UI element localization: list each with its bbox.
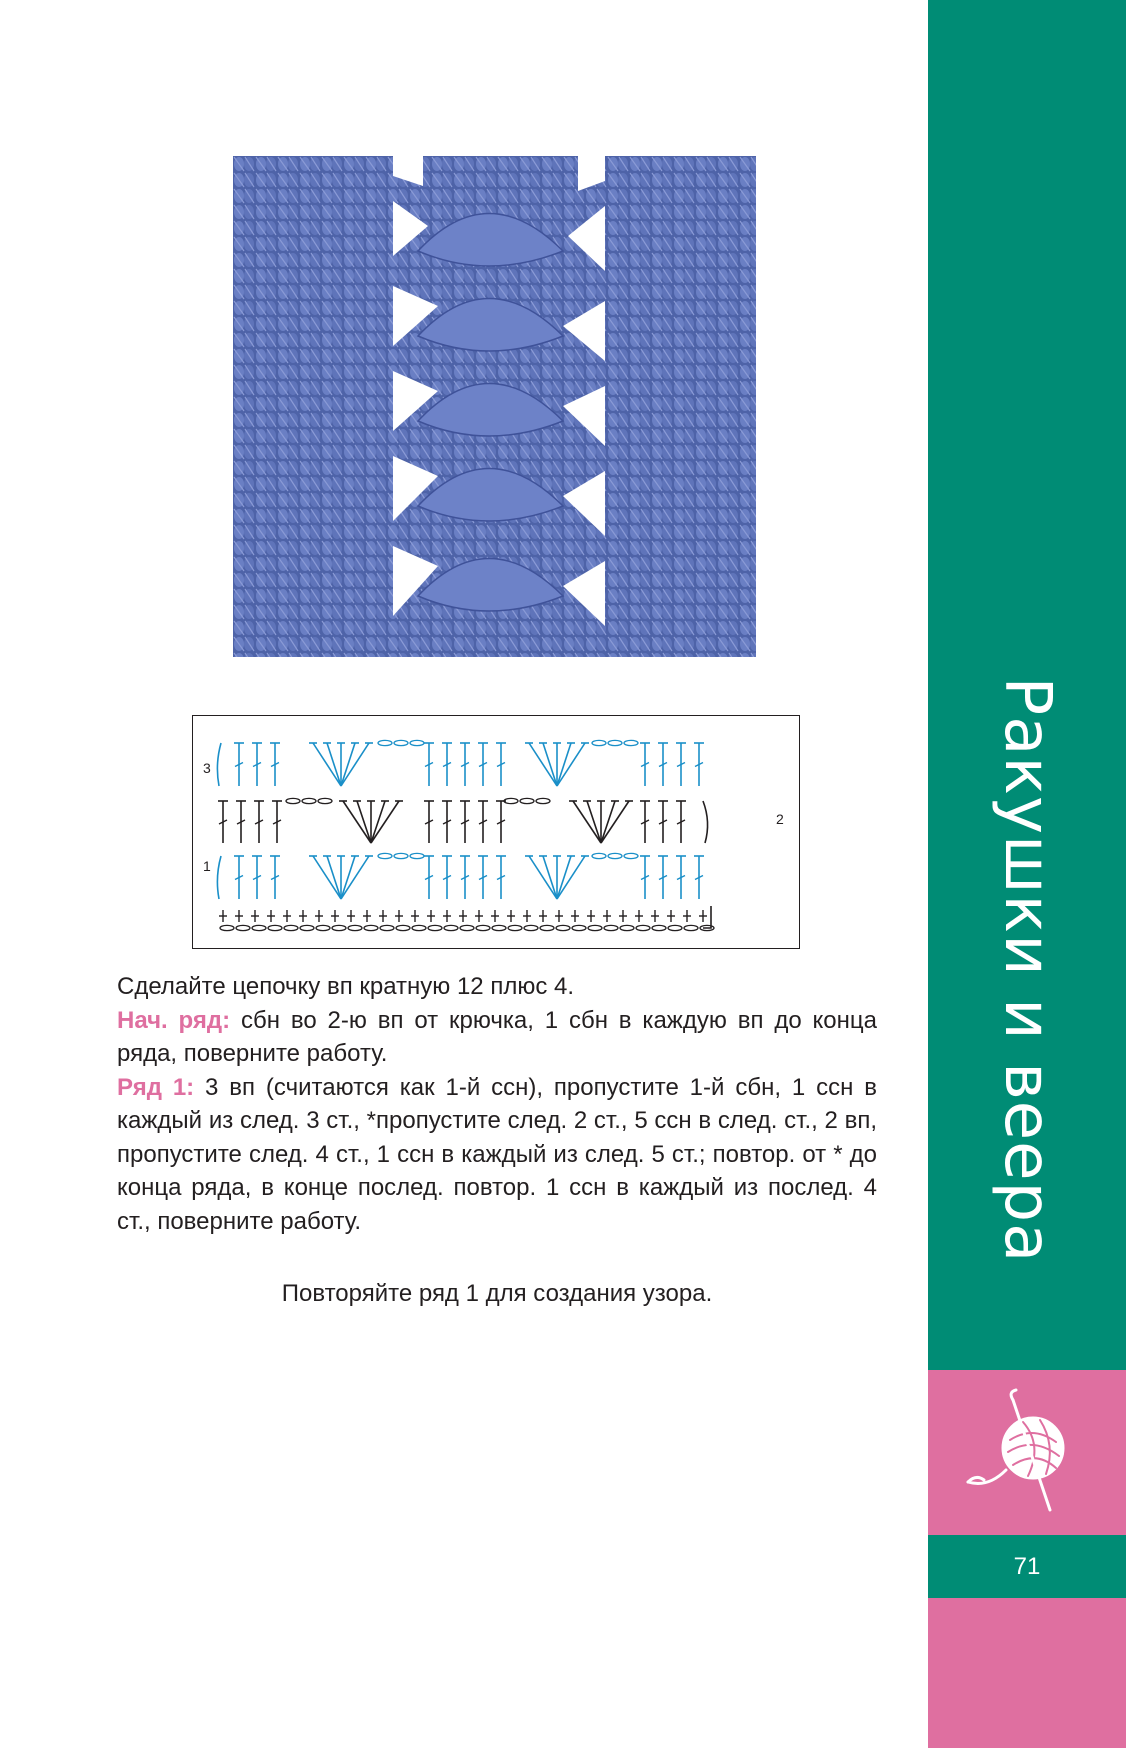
instructions (117, 970, 877, 1238)
fan-stitch (543, 856, 557, 899)
fan-stitch (341, 743, 369, 786)
fan-stitch (573, 801, 601, 843)
fan-stitch (313, 743, 341, 786)
chain-stitch (556, 925, 570, 930)
chain-stitch (410, 740, 424, 745)
section-title: Ракушки и веера (990, 676, 1064, 1264)
row1-label: Ряд 1: (117, 1073, 195, 1101)
chain-stitch (380, 925, 394, 930)
row1-text: 3 вп (считаются как 1-й ссн), пропустите 1-й сбн, 1 ссн в каждый из след. 3 ст., *пропустите след. 2 ст., 5 ссн в след. ст., 2 вп, пропустите след. 4 ст., 1 ссн в каждый из след. 5 ст.; повтор. от * до конца ряда, в конце послед. повтор. 1 ссн в каждый из послед. 4 ст., поверните работу. (117, 1073, 878, 1235)
chain-stitch (428, 925, 442, 930)
chain-stitch (268, 925, 282, 930)
row-label-1: 1 (203, 858, 211, 874)
row1-paragraph (117, 1071, 877, 1239)
fan-stitch (341, 856, 369, 899)
chain-stitch (608, 853, 622, 858)
chain-stitch (412, 925, 426, 930)
chain-stitch (332, 925, 346, 930)
turning-chain (217, 743, 221, 786)
fan-stitch (587, 801, 601, 843)
fan-stitch (341, 743, 355, 786)
chain-stitch (620, 925, 634, 930)
fan-stitch (601, 801, 615, 843)
sidebar (928, 0, 1126, 1748)
start-row-label: Нач. ряд: (117, 1006, 231, 1034)
sidebar-pink-footer (928, 1598, 1126, 1748)
stitch-diagram (192, 715, 800, 949)
fan-stitch (557, 856, 571, 899)
chain-stitch (410, 853, 424, 858)
yarn-ball-hook-icon (928, 1370, 1126, 1535)
fan-stitch (343, 801, 371, 843)
chain-stitch (378, 853, 392, 858)
chain-stitch (504, 798, 518, 803)
chain-stitch (608, 740, 622, 745)
chain-stitch (536, 798, 550, 803)
chain-stitch (396, 925, 410, 930)
chain-stitch (378, 740, 392, 745)
chain-stitch (588, 925, 602, 930)
chain-stitch (652, 925, 666, 930)
fan-stitch (357, 801, 371, 843)
fan-stitch (557, 856, 585, 899)
turning-chain (217, 856, 221, 899)
swatch-photo (233, 156, 756, 681)
chain-stitch (592, 853, 606, 858)
chain-stitch (318, 798, 332, 803)
chain-stitch (348, 925, 362, 930)
row-label-3: 3 (203, 760, 211, 776)
chain-stitch (220, 925, 234, 930)
chain-stitch (300, 925, 314, 930)
row-label-2: 2 (776, 811, 784, 827)
fan-stitch (529, 856, 557, 899)
chain-stitch (592, 740, 606, 745)
fan-stitch (557, 743, 585, 786)
chain-stitch (394, 853, 408, 858)
chain-stitch (364, 925, 378, 930)
turning-chain (703, 906, 711, 928)
chain-stitch (624, 740, 638, 745)
chain-stitch (492, 925, 506, 930)
fan-stitch (313, 856, 341, 899)
turning-chain (703, 801, 708, 843)
chain-stitch (236, 925, 250, 930)
fan-stitch (341, 856, 355, 899)
chain-stitch (394, 740, 408, 745)
diagram-stitches (217, 740, 714, 930)
chain-stitch (624, 853, 638, 858)
fan-stitch (557, 743, 571, 786)
start-row-paragraph (117, 1004, 877, 1071)
chain-stitch (302, 798, 316, 803)
fan-stitch (327, 856, 341, 899)
chain-stitch (636, 925, 650, 930)
page-number: 71 (1013, 1553, 1041, 1580)
repeat-note: Повторяйте ряд 1 для создания узора. (281, 1280, 713, 1307)
fan-stitch (327, 743, 341, 786)
chain-stitch (476, 925, 490, 930)
chain-stitch (508, 925, 522, 930)
chain-stitch (444, 925, 458, 930)
chain-stitch (540, 925, 554, 930)
chain-stitch (668, 925, 682, 930)
fan-stitch (529, 743, 557, 786)
chain-stitch (520, 798, 534, 803)
chain-stitch (460, 925, 474, 930)
fan-stitch (371, 801, 385, 843)
chain-stitch (284, 925, 298, 930)
fan-stitch (543, 743, 557, 786)
chain-stitch (252, 925, 266, 930)
chain-stitch (316, 925, 330, 930)
chain-stitch (524, 925, 538, 930)
start-row-text: сбн во 2-ю вп от крючка, 1 сбн в каждую вп до конца ряда, поверните работу. (117, 1006, 877, 1067)
fan-stitch (601, 801, 629, 843)
chain-stitch (286, 798, 300, 803)
chain-stitch (684, 925, 698, 930)
chain-stitch (572, 925, 586, 930)
intro-text: Сделайте цепочку вп кратную 12 плюс 4. (117, 973, 575, 1000)
fan-stitch (371, 801, 399, 843)
chain-stitch (604, 925, 618, 930)
